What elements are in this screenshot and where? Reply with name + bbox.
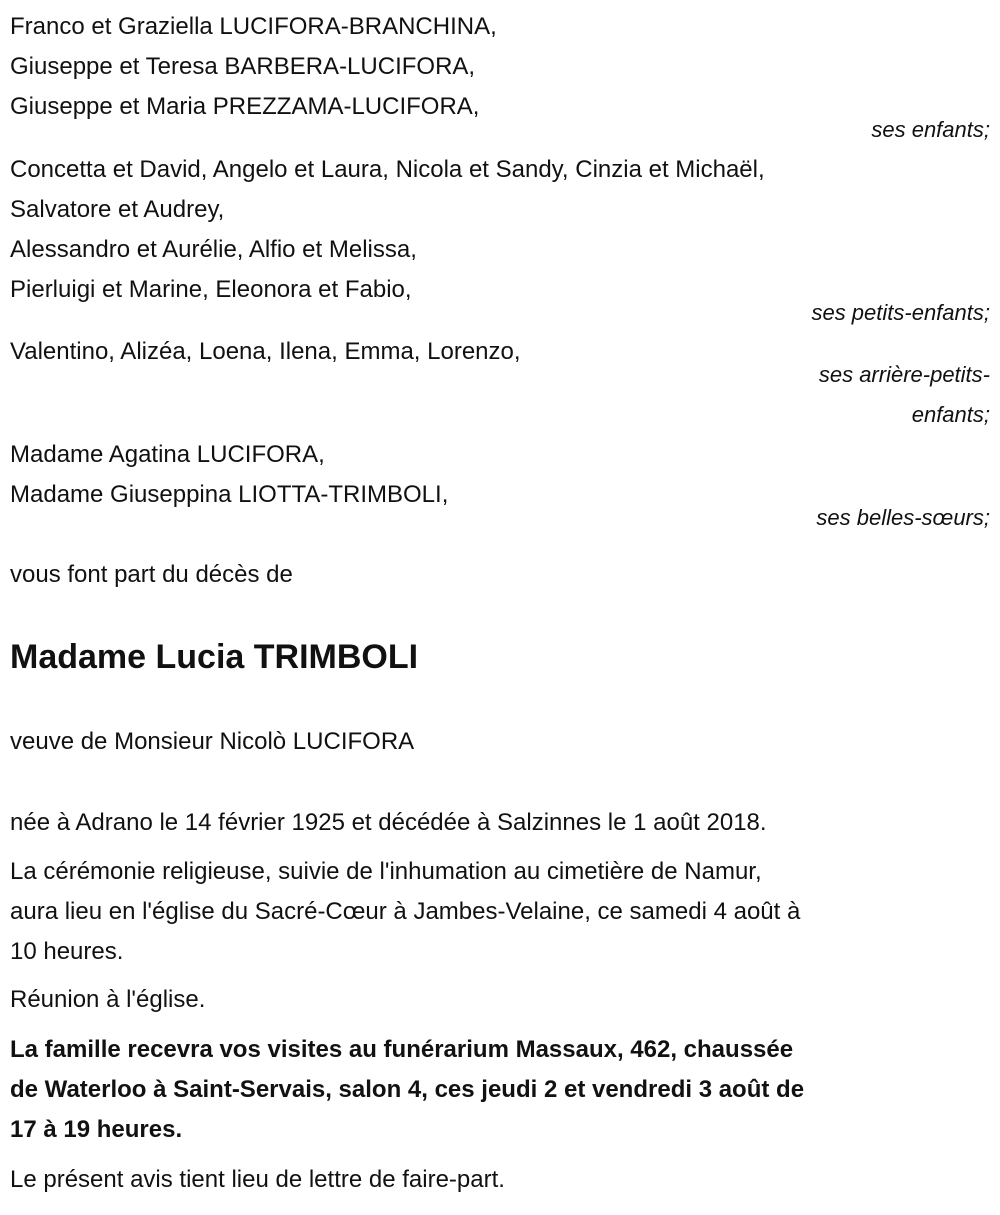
birth-death: née à Adrano le 14 février 1925 et décédée à Salzinnes le 1 août 2018. xyxy=(10,809,767,836)
sister-in-law-line: Madame Agatina LUCIFORA, xyxy=(10,441,325,468)
grandchildren-line: Concetta et David, Angelo et Laura, Nicola et Sandy, Cinzia et Michaël, xyxy=(10,156,765,183)
visits-line: de Waterloo à Saint-Servais, salon 4, ces jeudi 2 et vendredi 3 août de xyxy=(10,1076,805,1103)
children-line: Franco et Graziella LUCIFORA-BRANCHINA, xyxy=(10,13,497,40)
children-line: Giuseppe et Teresa BARBERA-LUCIFORA, xyxy=(10,53,476,80)
deceased-name: Madame Lucia TRIMBOLI xyxy=(10,638,419,676)
ceremony-line: aura lieu en l'église du Sacré-Cœur à Jambes-Velaine, ce samedi 4 août à xyxy=(10,898,801,925)
great-grandchildren-line: Valentino, Alizéa, Loena, Ilena, Emma, Lorenzo, xyxy=(10,338,521,365)
sister-in-law-line: Madame Giuseppina LIOTTA-TRIMBOLI, xyxy=(10,481,449,508)
grandchildren-line: Alessandro et Aurélie, Alfio et Melissa, xyxy=(10,236,417,263)
ceremony-line: La cérémonie religieuse, suivie de l'inhumation au cimetière de Namur, xyxy=(10,858,762,885)
meeting: Réunion à l'église. xyxy=(10,986,206,1013)
children-line: Giuseppe et Maria PREZZAMA-LUCIFORA, xyxy=(10,93,480,120)
widow-of: veuve de Monsieur Nicolò LUCIFORA xyxy=(10,728,415,755)
ceremony-line: 10 heures. xyxy=(10,938,124,965)
relation-sisters-in-law: ses belles-sœurs; xyxy=(816,505,990,530)
visits-line: 17 à 19 heures. xyxy=(10,1116,183,1143)
relation-grandchildren: ses petits-enfants; xyxy=(811,300,990,325)
visits-line: La famille recevra vos visites au funérarium Massaux, 462, chaussée xyxy=(10,1036,794,1063)
relation-children: ses enfants; xyxy=(871,117,990,142)
announcement: vous font part du décès de xyxy=(10,561,293,588)
closing: Le présent avis tient lieu de lettre de faire-part. xyxy=(10,1166,505,1193)
grandchildren-line: Pierluigi et Marine, Eleonora et Fabio, xyxy=(10,276,412,303)
relation-great-grandchildren: ses arrière-petits-enfants; xyxy=(818,362,990,427)
grandchildren-line: Salvatore et Audrey, xyxy=(10,196,225,223)
